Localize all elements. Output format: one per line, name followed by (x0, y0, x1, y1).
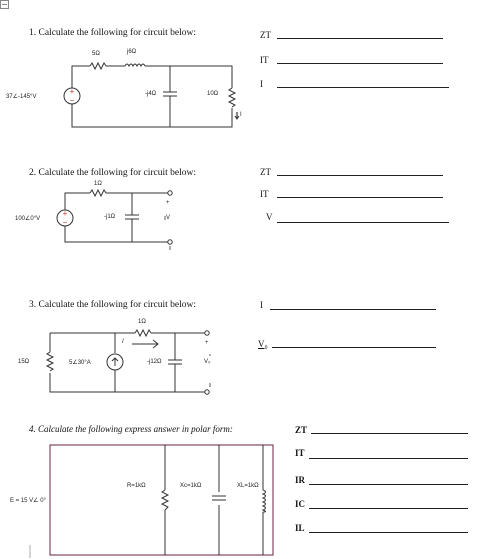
q1-xl-label: j6Ω (127, 49, 137, 55)
q1-answer-it-line[interactable] (277, 63, 443, 64)
q4-source-label: E = 15 V∠ 0° (10, 498, 46, 504)
q2-capacitor (125, 215, 139, 219)
q4-answer-ir-line[interactable] (309, 484, 468, 485)
q1-resistor (90, 63, 106, 69)
q4-answer-it-line[interactable] (309, 458, 468, 459)
svg-text:−: − (69, 96, 75, 105)
q1-answer-i-line[interactable] (277, 87, 449, 88)
svg-text:+: + (62, 209, 68, 218)
svg-text:−: − (62, 218, 68, 227)
q3-prompt: 3. Calculate the following for circuit below: (29, 300, 196, 310)
q4-answer-zt-line[interactable] (311, 433, 468, 434)
q2-out-label: V (166, 215, 171, 221)
q3-current-arrow (132, 340, 158, 348)
q4-circuit (50, 445, 273, 555)
q2-answer-zt-line[interactable] (277, 175, 443, 176)
q2-answer-it-line[interactable] (277, 197, 443, 198)
q2-answer-zt-label: ZT (260, 167, 271, 177)
q3-xc-label: -j12Ω (147, 359, 162, 365)
q1-r1-label: 5Ω (92, 51, 100, 57)
q4-capacitor (212, 496, 226, 500)
q3-answer-i-line[interactable] (270, 309, 436, 310)
q3-plus-label: + (205, 340, 209, 346)
q3-r2-label: 15Ω (18, 359, 30, 365)
q2-source-label: 100∠0°V (15, 216, 41, 222)
q1-r2 (229, 88, 235, 107)
q1-answer-zt-label: ZT (260, 30, 271, 40)
q3-current-label: I (122, 339, 124, 345)
q1-current-label: I (240, 112, 242, 118)
q1-answer-zt-line[interactable] (277, 38, 443, 39)
q3-answer-vo-line[interactable] (272, 347, 436, 348)
q3-answer-i-label: I (260, 300, 263, 310)
q2-prompt: 2. Calculate the following for circuit below: (29, 168, 196, 178)
q4-prompt: 4. Calculate the following express answer in polar form: (29, 424, 233, 434)
q4-answer-ic-label: IC (295, 499, 306, 509)
q3-answer-vo-label: V₀ (258, 339, 268, 349)
q4-answer-il-line[interactable] (309, 532, 468, 533)
q1-answer-it-label: IT (260, 55, 269, 65)
q4-answer-it-label: IT (295, 448, 305, 458)
q4-answer-ic-line[interactable] (309, 508, 468, 509)
q1-answer-i-label: I (260, 79, 263, 89)
q3-r1-label: 1Ω (138, 319, 146, 325)
q1-source-label: 37∠-145°V (6, 94, 37, 100)
q1-prompt: 1. Calculate the following for circuit below: (29, 28, 196, 38)
q4-answer-il-label: IL (295, 523, 305, 533)
q2-resistor (90, 190, 106, 196)
q2-r1-label: 1Ω (94, 181, 102, 187)
q1-xc-label: -j4Ω (145, 91, 157, 97)
q3-resistor (135, 330, 151, 336)
q1-capacitor (163, 92, 177, 96)
q3-r2 (47, 352, 53, 371)
q4-r-label: R=1kΩ (127, 483, 146, 489)
q3-out-label: V₀ (204, 359, 211, 365)
q4-answer-ir-label: IR (295, 475, 306, 485)
q3-source-label: 5∠30°A (69, 360, 91, 366)
q1-inductor (125, 64, 145, 66)
q2-answer-v-line[interactable] (277, 222, 449, 223)
svg-text:+: + (69, 87, 75, 96)
q2-answer-v-label: V (266, 212, 273, 222)
q2-xc-label: -j1Ω (104, 214, 116, 220)
q4-inductor (263, 490, 266, 512)
q4-xl-label: XL=1kΩ (237, 483, 259, 489)
q4-answer-zt-label: ZT (295, 425, 308, 435)
q2-plus-label: + (166, 200, 170, 206)
q1-r2-label: 10Ω (207, 91, 219, 97)
q2-answer-it-label: IT (260, 189, 269, 199)
q4-resistor (162, 490, 168, 510)
q3-capacitor (168, 360, 182, 364)
q4-xc-label: Xc=1kΩ (180, 483, 202, 489)
